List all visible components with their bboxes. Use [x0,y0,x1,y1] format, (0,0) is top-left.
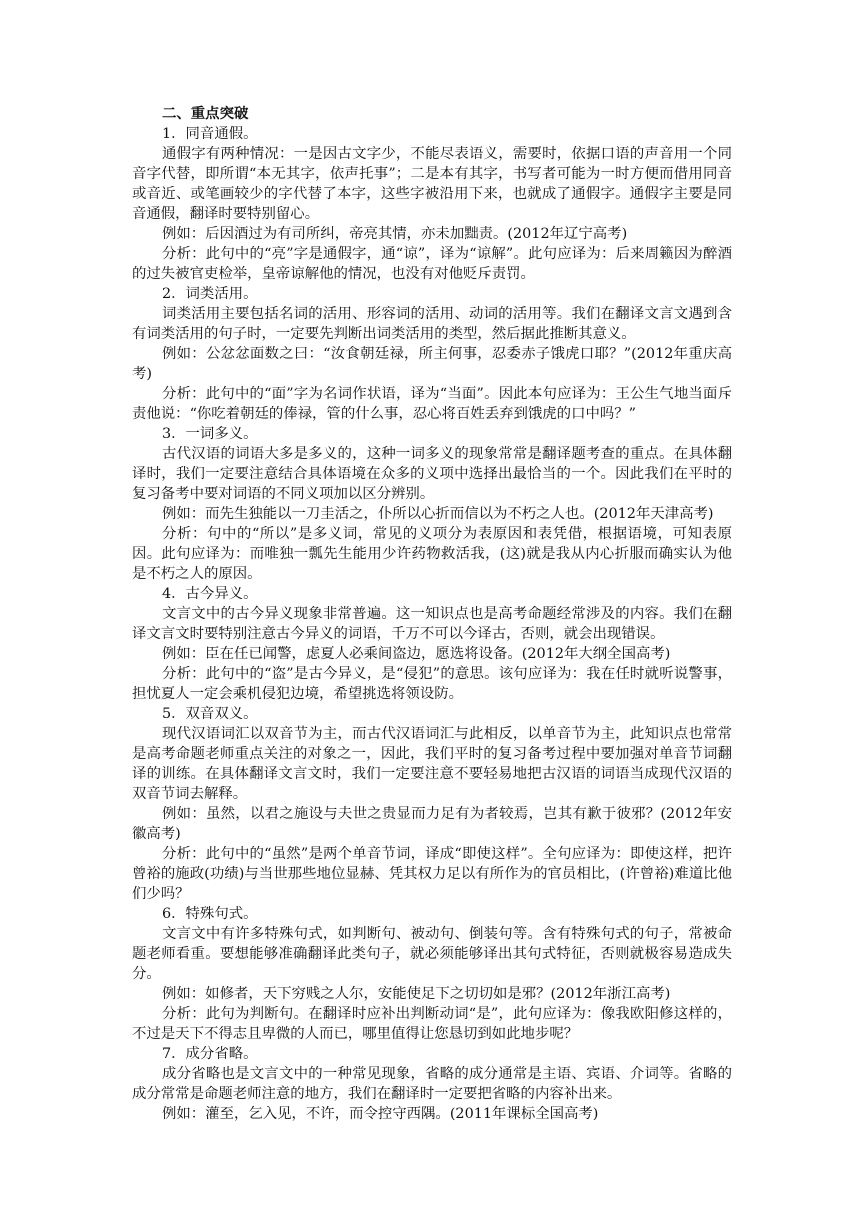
paragraph: 成分省略也是文言文中的一种常见现象，省略的成分通常是主语、宾语、介词等。省略的成分常常是命题老师注意的地方，我们在翻译时一定要把省略的内容补出来。 [132,1066,732,1102]
document-page [132,104,732,1124]
paragraph: 例如：而先生独能以一刀圭活之，仆所以心折而信以为不朽之人也。(2012年天津高考) [162,506,714,522]
paragraph: 例如：公忿忿面数之曰：“汝食朝廷禄，所主何事，忍委赤子饿虎口耶？”(2012年重庆高考) [132,346,732,382]
paragraph: 通假字有两种情况：一是因古文字少，不能尽表语义，需要时，依据口语的声音用一个同音字代替，即所谓“本无其字，依声托事”；二是本有其字，书写者可能为一时方便而借用同音或音近、或笔画较少的字代替了本字，这些字被沿用下来，也就成了通假字。通假字主要是同音通假，翻译时要特别留心。 [132,146,732,222]
paragraph: 例如：如修者，天下穷贱之人尔，安能使足下之切切如是邪？(2012年浙江高考) [162,986,671,1002]
paragraph: 7．成分省略。 [162,1046,258,1062]
section-title: 二、重点突破 [162,105,249,122]
paragraph: 文言文中的古今异义现象非常普遍。这一知识点也是高考命题经常涉及的内容。我们在翻译文言文时要特别注意古今异义的词语，千万不可以今译古，否则，就会出现错误。 [132,606,732,642]
paragraph: 2．词类活用。 [162,286,258,302]
paragraph: 分析：此句中的“亮”字是通假字，通“谅”，译为“谅解”。此句应译为：后来周籁因为醉酒的过失被官吏检举，皇帝谅解他的情况，也没有对他贬斥责罚。 [132,246,732,282]
paragraph: 古代汉语的词语大多是多义的，这种一词多义的现象常常是翻译题考查的重点。在具体翻译时，我们一定要注意结合具体语境在众多的义项中选择出最恰当的一个。因此我们在平时的复习备考中要对词语的不同义项加以区分辨别。 [132,446,732,502]
paragraph: 现代汉语词汇以双音节为主，而古代汉语词汇与此相反，以单音节为主，此知识点也常常是高考命题老师重点关注的对象之一，因此，我们平时的复习备考过程中要加强对单音节词翻译的训练。在具体翻译文言文时，我们一定要注意不要轻易地把古汉语的词语当成现代汉语的双音节词去解释。 [132,726,732,802]
paragraph: 分析：此句为判断句。在翻译时应补出判断动词“是”，此句应译为：像我欧阳修这样的，不过是天下不得志且卑微的人而已，哪里值得让您恳切到如此地步呢？ [132,1006,732,1042]
paragraph: 1．同音通假。 [162,126,258,142]
paragraph: 分析：此句中的“面”字为名词作状语，译为“当面”。因此本句应译为：王公生气地当面斥责他说：“你吃着朝廷的俸禄，管的什么事，忍心将百姓丢弃到饿虎的口中吗？” [132,386,732,422]
paragraph: 3．一词多义。 [162,426,258,442]
paragraph: 分析：此句中的“虽然”是两个单音节词，译成“即使这样”。全句应译为：即使这样，把许曾裕的施政(功绩)与当世那些地位显赫、凭其权力足以有所作为的官员相比，(许曾裕)难道比他们少吗？ [132,846,732,902]
document-body [132,124,732,1124]
paragraph: 6．特殊句式。 [162,906,258,922]
paragraph: 例如：灌至，乞入见，不许，而令控守西隅。(2011年课标全国高考) [162,1106,599,1122]
paragraph: 例如：后因酒过为有司所纠，帝亮其情，亦未加黜责。(2012年辽宁高考) [162,226,628,242]
paragraph: 分析：句中的“所以”是多义词，常见的义项分为表原因和表凭借，根据语境，可知表原因。此句应译为：而唯独一瓢先生能用少许药物救活我，(这)就是我从内心折服而确实认为他是不朽之人的原因。 [132,526,732,582]
paragraph: 例如：臣在任已闻警，虑夏人必乘间盗边，愿选将设备。(2012年大纲全国高考) [162,646,671,662]
paragraph: 文言文中有许多特殊句式，如判断句、被动句、倒装句等。含有特殊句式的句子，常被命题老师看重。要想能够准确翻译此类句子，就必须能够译出其句式特征，否则就极容易造成失分。 [132,926,732,982]
paragraph: 例如：虽然，以君之施设与夫世之贵显而力足有为者较焉，岂其有歉于彼邪？(2012年安徽高考) [132,806,732,842]
paragraph: 词类活用主要包括名词的活用、形容词的活用、动词的活用等。我们在翻译文言文遇到含有词类活用的句子时，一定要先判断出词类活用的类型，然后据此推断其意义。 [132,306,732,342]
paragraph: 分析：此句中的“盗”是古今异义，是“侵犯”的意思。该句应译为：我在任时就听说警事，担忧夏人一定会乘机侵犯边境，希望挑选将领设防。 [132,666,732,702]
paragraph: 4．古今异义。 [162,586,258,602]
paragraph: 5．双音双义。 [162,706,258,722]
